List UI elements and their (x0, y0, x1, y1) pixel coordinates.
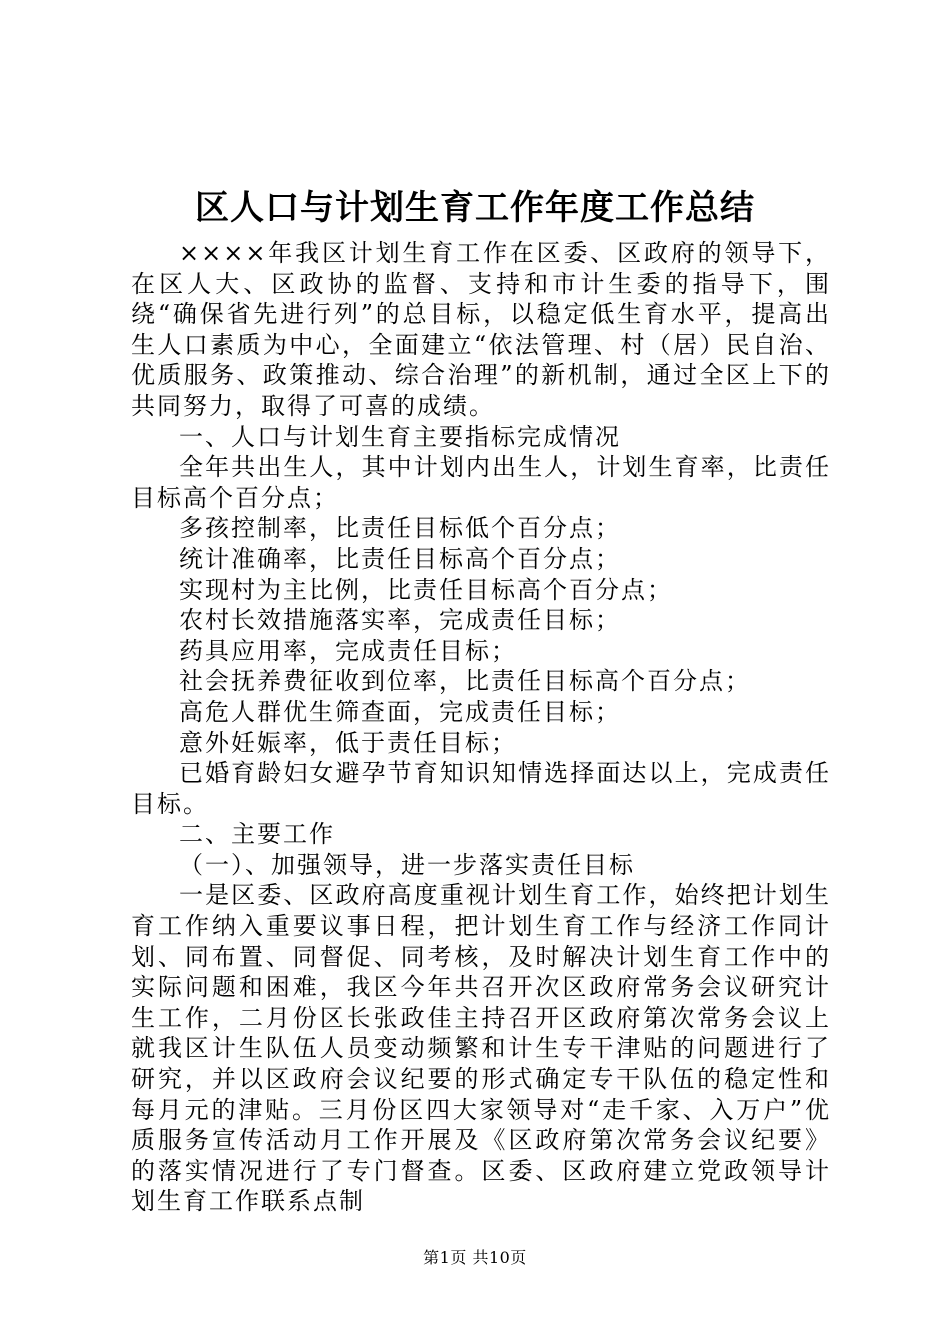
indicator-rural-measures: 农村长效措施落实率，完成责任目标； (179, 606, 621, 635)
indicator-informed-choice: 已婚育龄妇女避孕节育知识知情选择面达以上，完成责任目标。 (131, 759, 831, 818)
paragraph-leadership: 一是区委、区政府高度重视计划生育工作，始终把计划生育工作纳入重要议事日程，把计划生育工作与经济工作同计划、同布置、同督促、同考核，及时解决计划生育工作中的实际问题和困难，我区今年共召开次区政府常务会议研究计生工作，二月份区长张政佳主持召开区政府第次常务会议上就我区计生队伍人员变动频繁和计生专干津贴的问题进行了研究，并以区政府会议纪要的形式确定专干队伍的稳定性和每月元的津贴。三月份区四大家领导对“走千家、入万户”优质服务宣传活动月工作开展及《区政府第次常务会议纪要》的落实情况进行了专门督查。区委、区政府建立党政领导计划生育工作联系点制 (131, 881, 831, 1216)
indicator-unintended-pregnancy: 意外妊娠率，低于责任目标； (179, 728, 517, 757)
indicator-social-fee: 社会抚养费征收到位率，比责任目标高个百分点； (179, 667, 751, 696)
indicator-statistics: 统计准确率，比责任目标高个百分点； (179, 544, 621, 573)
indicator-high-risk-screening: 高危人群优生筛查面，完成责任目标； (179, 697, 621, 726)
section-heading-1: 一、人口与计划生育主要指标完成情况 (179, 422, 621, 451)
document-title: 区人口与计划生育工作年度工作总结 (195, 188, 755, 228)
indicator-contraceptive-use: 药具应用率，完成责任目标； (179, 636, 517, 665)
page-number: 第1页 共10页 (423, 1248, 527, 1267)
indicator-birth-rate: 全年共出生人，其中计划内出生人，计划生育率，比责任目标高个百分点； (131, 453, 831, 512)
document-body (131, 238, 831, 1217)
paragraph-intro: ××××年我区计划生育工作在区委、区政府的领导下，在区人大、区政协的监督、支持和市计生委的指导下，围绕“确保省先进行列”的总目标，以稳定低生育水平，提高出生人口素质为中心，全面建立“依法管理、村（居）民自治、优质服务、政策推动、综合治理”的新机制，通过全区上下的共同努力，取得了可喜的成绩。 (131, 239, 831, 420)
indicator-village-ratio: 实现村为主比例，比责任目标高个百分点； (179, 575, 673, 604)
section-heading-2: 二、主要工作 (179, 820, 335, 849)
indicator-multi-child: 多孩控制率，比责任目标低个百分点； (179, 514, 621, 543)
subsection-heading-1: （一）、加强领导，进一步落实责任目标 (179, 850, 635, 879)
